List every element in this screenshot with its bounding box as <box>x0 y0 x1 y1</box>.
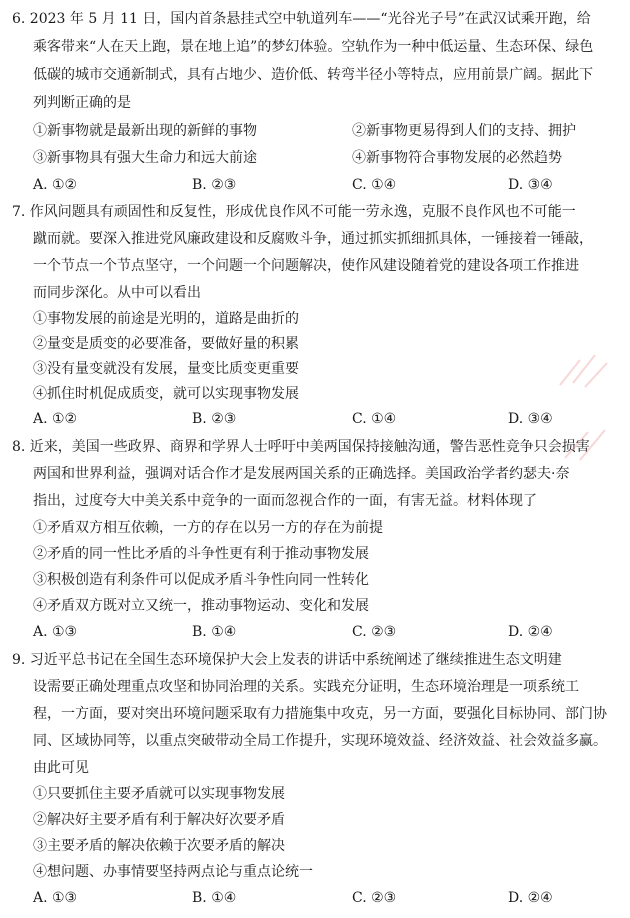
q8-stem-line-1: 8. 近来，美国一些政界、商界和学界人士呼吁中美两国保持接触沟通，警告恶性竞争只会损害 <box>12 439 590 455</box>
q9-option-2: ②解决好主要矛盾有利于解决好次要矛盾 <box>33 812 285 828</box>
q6-stem-line-1: 6. 2023 年 5 月 11 日，国内首条悬挂式空中轨道列车——“光谷光子号”在武汉试乘开跑，给 <box>12 11 591 27</box>
q9-answer-d: D. ②④ <box>508 890 553 906</box>
q6-option-3: ③新事物具有强大生命力和远大前途 <box>33 150 257 166</box>
q8-option-4: ④矛盾双方既对立又统一，推动事物运动、变化和发展 <box>33 598 369 614</box>
q6-option-1: ①新事物就是最新出现的新鲜的事物 <box>33 123 257 139</box>
q7-option-3: ③没有量变就没有发展，量变比质变更重要 <box>33 361 299 377</box>
q9-answer-c: C. ②③ <box>352 890 397 906</box>
q7-stem-line-4: 而同步深化。从中可以看出 <box>33 285 201 301</box>
q6-stem-line-4: 列判断正确的是 <box>33 95 131 111</box>
q8-answer-b: B. ①④ <box>192 624 237 640</box>
q7-answer-c: C. ①④ <box>352 411 397 427</box>
q6-answer-d: D. ③④ <box>508 177 553 193</box>
q8-answer-c: C. ②③ <box>352 624 397 640</box>
q7-option-4: ④抓住时机促成质变，就可以实现事物发展 <box>33 386 299 402</box>
q7-stem-line-1: 7. 作风问题具有顽固性和反复性，形成优良作风不可能一劳永逸，克服不良作风也不可能一 <box>12 204 576 220</box>
q8-option-1: ①矛盾双方相互依赖，一方的存在以另一方的存在为前提 <box>33 520 383 536</box>
q9-stem-line-2: 设需要正确处理重点攻坚和协同治理的关系。实践充分证明，生态环境治理是一项系统工 <box>33 679 579 695</box>
q7-answer-d: D. ③④ <box>508 411 553 427</box>
q8-option-3: ③积极创造有利条件可以促成矛盾斗争性向同一性转化 <box>33 572 369 588</box>
watermark-mark-1 <box>555 345 615 395</box>
q6-stem-line-3: 低碳的城市交通新制式，具有占地少、造价低、转弯半径小等特点，应用前景广阔。据此下 <box>33 67 593 83</box>
q6-stem-line-2: 乘客带来“人在天上跑，景在地上追”的梦幻体验。空轨作为一种中低运量、生态环保、绿色 <box>33 39 594 55</box>
q6-answer-c: C. ①④ <box>352 177 397 193</box>
q7-stem-line-2: 蹴而就。要深入推进党风廉政建设和反腐败斗争，通过抓实抓细抓具体，一锤接着一锤敲， <box>33 231 593 247</box>
q9-option-3: ③主要矛盾的解决依赖于次要矛盾的解决 <box>33 838 285 854</box>
q8-answer-a: A. ①③ <box>33 624 78 640</box>
q9-answer-a: A. ①③ <box>33 890 78 906</box>
q9-stem-line-5: 由此可见 <box>33 760 89 776</box>
q6-option-2: ②新事物更易得到人们的支持、拥护 <box>352 123 576 139</box>
q6-answer-b: B. ②③ <box>192 177 237 193</box>
q9-answer-b: B. ①④ <box>192 890 237 906</box>
q6-option-4: ④新事物符合事物发展的必然趋势 <box>352 150 562 166</box>
q9-stem-line-1: 9. 习近平总书记在全国生态环境保护大会上发表的讲话中系统阐述了继续推进生态文明建 <box>12 652 562 668</box>
q7-option-1: ①事物发展的前途是光明的，道路是曲折的 <box>33 311 299 327</box>
q9-option-4: ④想问题、办事情要坚持两点论与重点论统一 <box>33 864 313 880</box>
q9-option-1: ①只要抓住主要矛盾就可以实现事物发展 <box>33 786 285 802</box>
q6-answer-a: A. ①② <box>33 177 78 193</box>
watermark-mark-2 <box>560 420 620 465</box>
q9-stem-line-4: 同、区域协同等，以重点突破带动全局工作提升，实现环境效益、经济效益、社会效益多赢。 <box>33 733 607 749</box>
q7-answer-b: B. ②③ <box>192 411 237 427</box>
q8-option-2: ②矛盾的同一性比矛盾的斗争性更有利于推动事物发展 <box>33 546 369 562</box>
q8-answer-d: D. ②④ <box>508 624 553 640</box>
q8-stem-line-3: 指出，过度夸大中美关系中竞争的一面而忽视合作的一面，有害无益。材料体现了 <box>33 493 537 509</box>
q9-stem-line-3: 程，一方面，要对突出环境问题采取有力措施集中攻克，另一方面，要强化目标协同、部门协 <box>33 706 607 722</box>
q8-stem-line-2: 两国和世界利益，强调对话合作才是发展两国关系的正确选择。美国政治学者约瑟夫·奈 <box>33 466 570 482</box>
q7-option-2: ②量变是质变的必要准备，要做好量的积累 <box>33 336 299 352</box>
q7-stem-line-3: 一个节点一个节点坚守，一个问题一个问题解决，使作风建设随着党的建设各项工作推进 <box>33 258 579 274</box>
q7-answer-a: A. ①② <box>33 411 78 427</box>
